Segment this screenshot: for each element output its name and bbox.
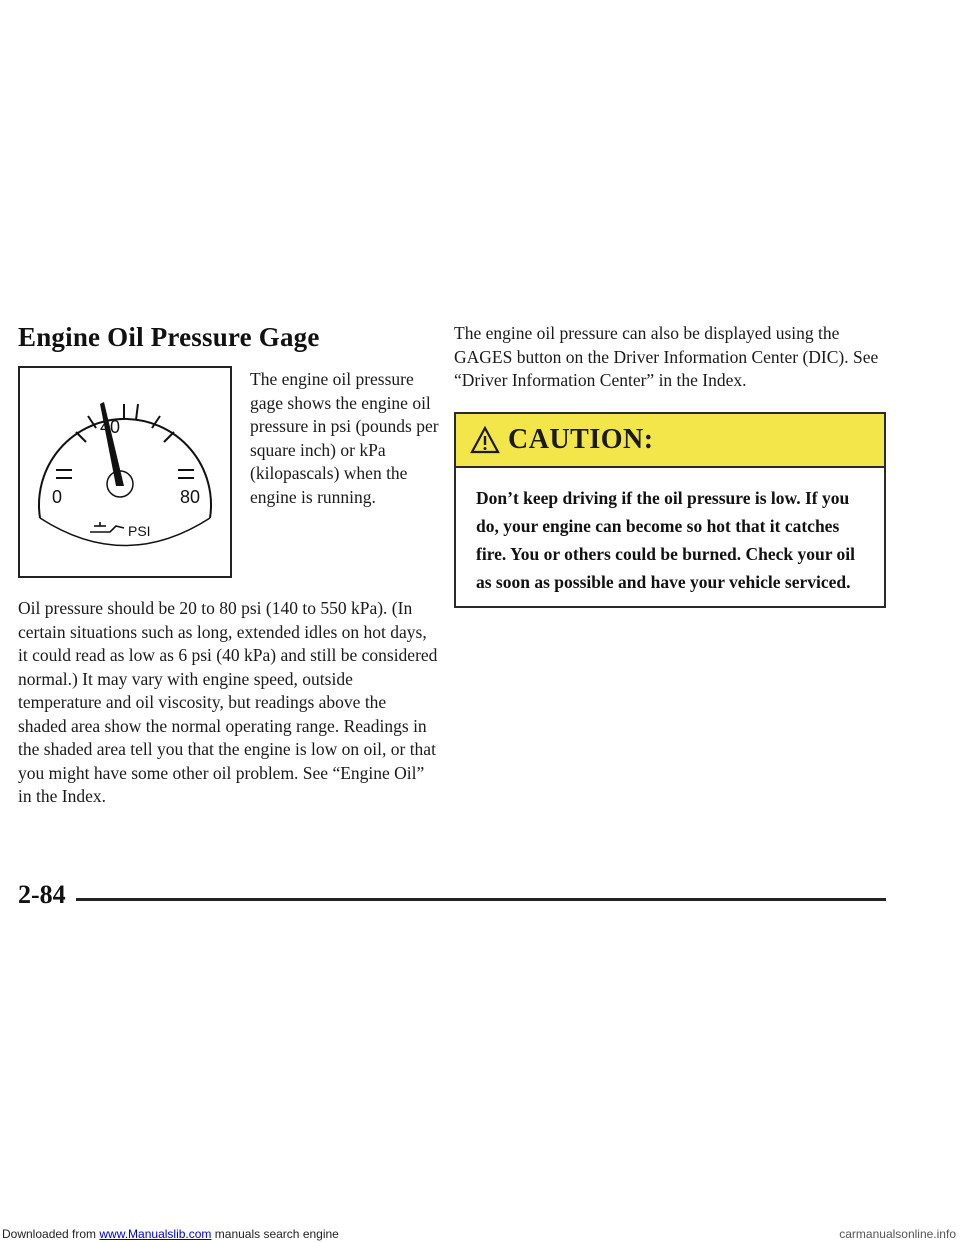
main-paragraph: Oil pressure should be 20 to 80 psi (140 to 550 kPa). (In certain situations such as long, extended idles on hot days, it could read as low as 6 psi (40 kPa) and still be considered normal.) It may vary with engine speed, outside temperature and oil viscosity, but readings above the shaded area show the normal operating range. Readings in the shaded area tell you that the engine is low on oil, or that you might have some other oil problem. See “Engine Oil” in the Index.: [18, 598, 438, 806]
download-credit: [0, 1227, 339, 1241]
gauge-label-40: 40: [100, 417, 121, 437]
download-suffix: manuals search engine: [211, 1226, 339, 1241]
tick-mark: [164, 432, 174, 442]
oil-pressure-gauge-illustration: [18, 366, 232, 578]
caution-body-text: Don’t keep driving if the oil pressure is low. If you do, your engine can become so hot that it catches fire. You or others could be burned. Check your oil as soon as possible and have your vehicle serviced.: [476, 488, 856, 592]
page-number: 2-84: [18, 880, 66, 909]
watermark-text: carmanualsonline.info: [839, 1226, 956, 1241]
tick-mark: [136, 404, 138, 420]
gauge-label-0: 0: [52, 487, 63, 507]
manualslib-link[interactable]: www.Manualslib.com: [99, 1226, 212, 1241]
gauge-label-80: 80: [180, 487, 201, 507]
footer-rule: [76, 898, 886, 901]
gauge-svg: [20, 368, 230, 576]
caution-box: [454, 412, 886, 608]
caution-heading: CAUTION:: [508, 424, 654, 455]
right-paragraph: The engine oil pressure can also be displayed using the GAGES button on the Driver Information Center (DIC). See “Driver Information Center” in the Index.: [454, 323, 879, 390]
oil-can-icon: [90, 522, 124, 532]
page-title: Engine Oil Pressure Gage: [18, 322, 320, 352]
warning-triangle-icon: [470, 426, 500, 454]
download-prefix: Downloaded from: [2, 1226, 100, 1241]
download-bar: [0, 1225, 960, 1242]
intro-paragraph: The engine oil pressure gage shows the engine oil pressure in psi (pounds per square inch) or kPa (kilopascals) when the engine is running.: [250, 369, 439, 507]
caution-header: [456, 414, 884, 468]
gauge-unit-label: PSI: [128, 523, 151, 539]
tick-mark: [76, 432, 86, 442]
